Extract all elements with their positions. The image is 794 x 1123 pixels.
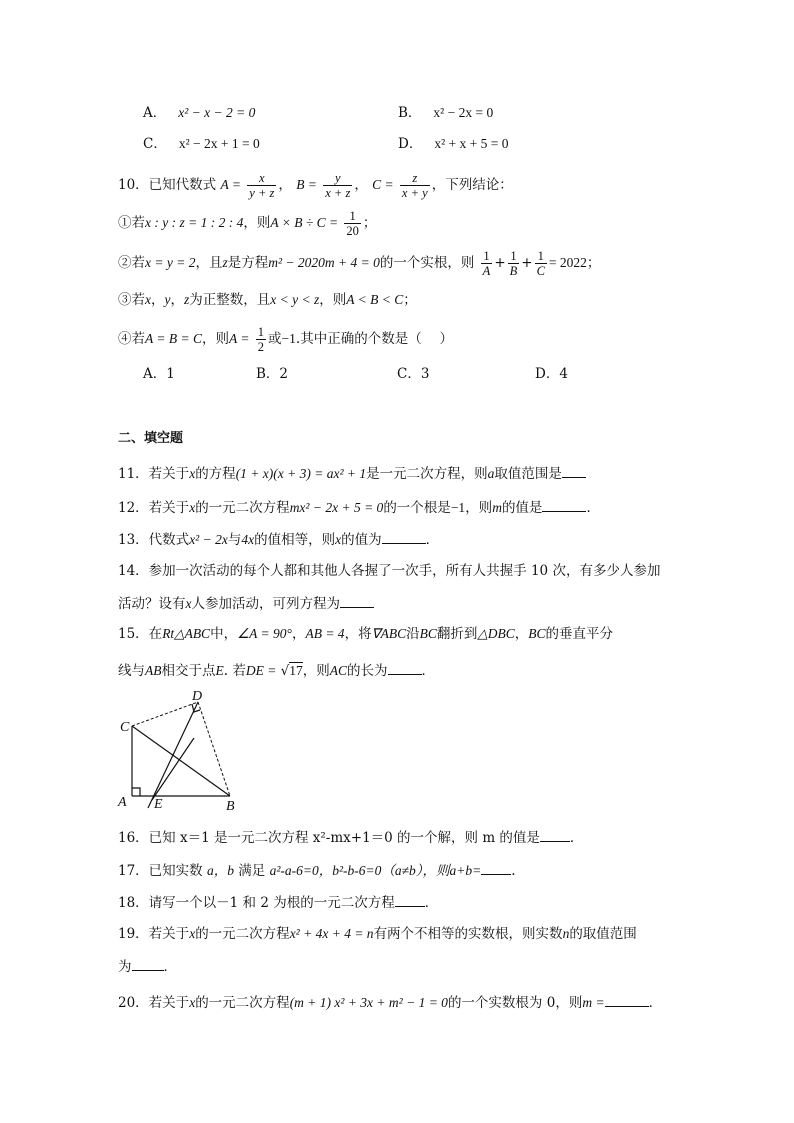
sqrt-symbol: √ — [280, 663, 290, 679]
q14-line-2: 活动？设有x人参加活动，可列方程为 — [118, 593, 374, 614]
q10-choice-b: B．2 — [256, 366, 289, 382]
q17: 17．已知实数 a，b 满足 a²-a-6=0，b²-b-6=0（a≠b），则a+b= . — [118, 860, 516, 881]
q15-line-2: 线与AB相交于点E. 若DE = √17，则AC的长为 ． — [118, 660, 435, 681]
fraction-b: $\frac{y}{x + z}$ — [325, 171, 351, 200]
fraction-1-a: $\frac{1}{A}$ — [482, 249, 491, 278]
q10-statement-3: ③若x，y，z为正整数，且x < y < z，则A < B < C； — [118, 292, 417, 308]
answer-blank[interactable] — [605, 992, 649, 1007]
triangle-fold-figure — [112, 688, 242, 812]
q9-option-d: D． x² + x + 5 = 0 — [398, 136, 509, 152]
fraction-1-20: $\frac{1}{20}$ — [346, 209, 359, 238]
q10-choice-d: D．4 — [535, 366, 568, 382]
q10-choice-a: A．1 — [143, 366, 175, 382]
answer-blank[interactable] — [562, 463, 586, 478]
q11: 11．若关于x的方程(1 + x)(x + 3) = ax² + 1是一元二次方程，则a取值范围是 — [118, 463, 586, 484]
q15-line-1: 15．在Rt△ABC中，∠A = 90°，AB = 4，将∇ABC沿BC翻折到△DBC，BC的垂直平分 — [118, 626, 614, 642]
q18: 18．请写一个以－1 和 2 为根的一元二次方程 ． — [118, 892, 438, 913]
label-c: C — [120, 720, 130, 735]
answer-blank[interactable] — [132, 956, 164, 971]
q10-statement-4: ④若A = B = C，则A = $\frac{1}{2}$ 或−1.其中正确的个数是（ ） — [118, 325, 453, 354]
q19-line-2: 为 ． — [118, 956, 177, 977]
q10-intro: 10．已知代数式 A = $\frac{x}{y + z}$ ， B = $\frac{y}{x + z}$ ， C = $\frac{z}{x + y}$ ，下列结论： — [118, 171, 513, 200]
q16: 16．已知 x＝1 是一元二次方程 x²-mx+1＝0 的一个解，则 m 的值是 ． — [118, 827, 583, 848]
segment-cb — [132, 726, 230, 796]
perpendicular-bisector — [152, 738, 194, 800]
answer-blank[interactable] — [382, 529, 426, 544]
q14-line-1: 14．参加一次活动的每个人都和其他人各握了一次手，所有人共握手 10 次，有多少人参加 — [118, 563, 661, 579]
answer-blank[interactable] — [481, 860, 511, 875]
label-b: B — [226, 799, 235, 812]
q20: 20．若关于x的一元二次方程(m + 1) x² + 3x + m² − 1 = 0的一个实数根为 0，则m = ． — [118, 992, 662, 1013]
right-angle-mark-a — [132, 788, 140, 796]
answer-blank[interactable] — [340, 593, 374, 608]
label-a: A — [118, 795, 127, 810]
answer-blank[interactable] — [542, 497, 586, 512]
section-fill-in-title: 二、填空题 — [118, 431, 184, 446]
q10-statement-1: ①若x : y : z = 1 : 2 : 4，则A × B ÷ C = $\frac{1}{20}$ ； — [118, 209, 377, 238]
q9-option-c: C． x² − 2x + 1 = 0 — [143, 136, 260, 152]
answer-blank[interactable] — [395, 892, 425, 907]
q10-statement-2: ②若x = y = 2，且z是方程m² − 2020m + 4 = 0的一个实根，则 $\frac{1}{A}$ + $\frac{1}{B}$ + $\frac{1}{C}$ = 2022； — [118, 249, 601, 278]
label-d: D — [192, 689, 203, 704]
q13: 13．代数式x² − 2x与4x的值相等，则x的值为 ． — [118, 529, 439, 550]
fraction-1-c: $\frac{1}{C}$ — [536, 249, 545, 278]
q19-line-1: 19．若关于x的一元二次方程x² + 4x + 4 = n有两个不相等的实数根，则实数n的取值范围 — [118, 926, 637, 942]
fraction-1-2: $\frac{1}{2}$ — [257, 325, 265, 354]
fraction-c: $\frac{z}{x + y}$ — [401, 171, 428, 200]
fraction-1-b: $\frac{1}{B}$ — [509, 249, 518, 278]
q12: 12．若关于x的一元二次方程mx² − 2x + 5 = 0的一个根是−1，则m的值是 ． — [118, 497, 600, 518]
q10-choice-c: C．3 — [397, 366, 430, 382]
segment-db-dashed — [198, 702, 230, 796]
segment-ed — [148, 702, 198, 808]
fraction-a: $\frac{x}{y + z}$ — [249, 171, 275, 200]
label-e: E — [154, 797, 163, 812]
answer-blank[interactable] — [388, 660, 422, 675]
q9-option-a: A． x² − x − 2 = 0 — [143, 105, 256, 121]
answer-blank[interactable] — [540, 827, 570, 842]
q9-option-b: B． x² − 2x = 0 — [398, 105, 494, 121]
